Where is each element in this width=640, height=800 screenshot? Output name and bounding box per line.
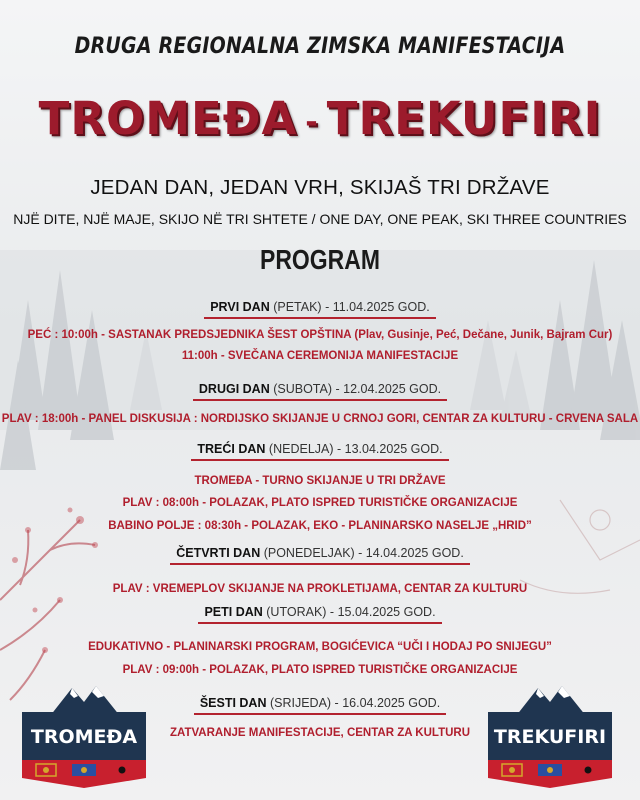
day-date: (PETAK) - 11.04.2025 GOD. xyxy=(269,300,430,314)
event-line: PLAV : 09:00h - POLAZAK, PLATO ISPRED TURISTIČKE ORGANIZACIJE xyxy=(122,664,518,676)
day-header xyxy=(0,442,640,461)
day-name: PETI DAN xyxy=(204,605,263,619)
day-name: DRUGI DAN xyxy=(198,382,270,396)
day-date: (PONEDELJAK) - 14.04.2025 GOD. xyxy=(260,546,464,560)
day-header xyxy=(0,382,640,401)
day-name: TREĆI DAN xyxy=(197,442,266,456)
event-line: ZATVARANJE MANIFESTACIJE, CENTAR ZA KULTURU xyxy=(169,727,471,739)
title-separator: - xyxy=(305,104,319,140)
day-header xyxy=(0,605,640,624)
day-header xyxy=(0,546,640,565)
day-date: (SRIJEDA) - 16.04.2025 GOD. xyxy=(266,696,441,710)
logo-trekufiri xyxy=(486,682,614,792)
event-line: TROMEĐA - TURNO SKIJANJE U TRI DRŽAVE xyxy=(194,475,446,487)
day-date: (UTORAK) - 15.04.2025 GOD. xyxy=(262,605,436,619)
title-left: TROMEĐA xyxy=(38,92,298,145)
day-date: (NEDELJA) - 13.04.2025 GOD. xyxy=(265,442,443,456)
event-subtitle: DRUGA REGIONALNA ZIMSKA MANIFESTACIJA xyxy=(74,34,566,59)
tagline-translations: NJË DITE, NJË MAJE, SKIJO NË TRI SHTETE / ONE DAY, ONE PEAK, SKI THREE COUNTRIES xyxy=(13,211,627,227)
event-line: PEĆ : 10:00h - SASTANAK PREDSJEDNIKA ŠEST OPŠTINA (Plav, Gusinje, Peć, Dečane, Junik, Bajram Cur) xyxy=(27,329,613,341)
event-line: PLAV : 18:00h - PANEL DISKUSIJA : NORDIJSKO SKIJANJE U CRNOJ GORI, CENTAR ZA KULTURU - CRVENA SALA xyxy=(1,413,639,425)
title-right: TREKUFIRI xyxy=(326,92,602,145)
event-line: EDUKATIVNO - PLANINARSKI PROGRAM, BOGIĆEVICA “UČI I HODAJ PO SNIJEGU” xyxy=(88,641,552,653)
logo-text: TROMEĐA xyxy=(30,726,138,748)
day-header xyxy=(0,300,640,319)
day-date: (SUBOTA) - 12.04.2025 GOD. xyxy=(269,382,442,396)
event-line: 11:00h - SVEČANA CEREMONIJA MANIFESTACIJE xyxy=(181,350,459,362)
program-heading: PROGRAM xyxy=(260,244,380,275)
day-name: ŠESTI DAN xyxy=(199,696,267,710)
tagline: JEDAN DAN, JEDAN VRH, SKIJAŠ TRI DRŽAVE xyxy=(90,176,550,199)
logo-tromedja xyxy=(20,682,148,792)
event-line: PLAV : VREMEPLOV SKIJANJE NA PROKLETIJAMA, CENTAR ZA KULTURU xyxy=(112,583,528,595)
event-line: PLAV : 08:00h - POLAZAK, PLATO ISPRED TURISTIČKE ORGANIZACIJE xyxy=(122,497,518,509)
day-name: PRVI DAN xyxy=(210,300,270,314)
day-name: ČETVRTI DAN xyxy=(176,546,261,560)
event-line: BABINO POLJE : 08:30h - POLAZAK, EKO - PLANINARSKO NASELJE „HRID” xyxy=(108,520,532,532)
event-title xyxy=(0,92,640,145)
logo-text: TREKUFIRI xyxy=(493,726,607,748)
